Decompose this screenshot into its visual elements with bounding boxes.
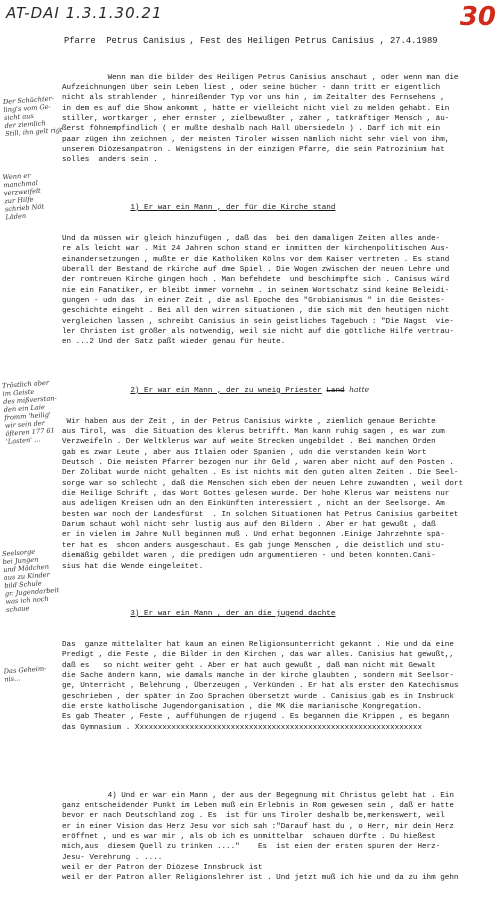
section-3-body	[62, 640, 498, 733]
text-line: sorge war so schlecht , daß die Menschen sich eben der neuen Lehre zuwandten , weil dort	[62, 479, 464, 488]
section-3-heading: 3) Er war ein Mann , der an die jugend dachte	[130, 609, 336, 618]
text-line: solles anders sein .	[62, 156, 158, 165]
text-line: besten war noch der Landesfürst . In solchen Situationen hat Petrus Canisius garbeitet	[62, 510, 459, 519]
text-line: Der Zölibat wurde nicht gehalten . Es ist nichts mit den guten alten Zeiten . Die Seel-	[62, 469, 459, 478]
text-line: er in vielen im Jahre Null beginnen muß . Und erhat begonnen .Einige Jahrzehnte spä-	[62, 531, 445, 540]
text-line: paar zügen ihn zeichnen , der meisten Tiroler wissen nämlich nicht sehr viel von ihm,	[62, 135, 450, 144]
page-number: 30	[459, 2, 496, 32]
text-line: en ...2 Und der Satz paßt wieder genau für heute.	[62, 338, 286, 347]
text-line: mich,aus diesem Quell zu trinken ...." Es ist eien der ersten spuren der Herz-	[62, 843, 441, 852]
text-line: gab es zwar Leute , aber aus Itlaien oder Spanien , udn die verstanden kein Wort	[62, 448, 427, 457]
text-line: er in einer Vision das Herz Jesu vor sich sah :"Darauf hast du , o Herr, mir dein Herz	[62, 822, 454, 831]
struck-word: Land	[326, 386, 345, 395]
parish-name: Pfarre Petrus Canisius	[64, 36, 186, 46]
text-line: Darum schaut wohl nicht sehr lustig aus auf den Bildern . Aber er hat gewußt , daß	[62, 521, 436, 530]
text-line: in dem es auf die Show ankommt , hätte er vielleicht nicht viel zu melden gehabt. Ein	[62, 104, 450, 113]
text-line: die Sache ändern kann, wie damals manche in der kirche glaubten , sondern mit Seelsor-	[62, 671, 454, 680]
intro-paragraph	[62, 73, 498, 166]
section-1-body	[62, 234, 498, 348]
section-1-heading: 1) Er war ein Mann , der für die Kirche stand	[130, 203, 336, 212]
text-line: unserem Diözesanpatron . Wenigstens in der einzigen Pfarre, die sein Patrozinium hat	[62, 146, 445, 155]
margin-note-2: Wenn er manchmal verzweifelt zur Hilfe schrieb Nöt Läden	[2, 171, 45, 222]
section-2-body	[62, 417, 498, 572]
text-line: nicht als strahlender , hinreißender Typ vor uns hin , im Zeitalter des Fernsehens ,	[62, 94, 445, 103]
text-line: Das ganze mittelalter hat kaum an einen Religionsunterricht gekannt . Hie und da eine	[62, 640, 454, 649]
text-line: die Heilige Schrift , das Wort Gottes gelesen wurde. Der hohe Klerus war meistens nur	[62, 490, 450, 499]
text-line: Predigt , die Feste , die Bilder in den Kirchen , das war alles. Canisius hat gewußt,,	[62, 651, 454, 660]
text-line: Und da müssen wir gleich hinzufügen , daß das bei den damaligen Zeiten alles ande-	[62, 234, 441, 243]
text-line: eröffnet , und es war mir , als ob ich es unmittelbar schauen dürfte . Du hießest	[62, 833, 436, 842]
text-line: aus Tirol, was die Situation des klerus betrifft. Man kann ruhig sagen , es war zum	[62, 428, 445, 437]
text-line: nie ein Fanatiker, er bleibt immer vornehm . in seinem Wortschatz sind keine Beleidi-	[62, 286, 450, 295]
archive-stamp: AT-DAI 1.3.1.30.21	[6, 4, 163, 22]
text-line: gungen - udn das in einer Zeit , die asl Epoche des "Grobianismus " in die Geistes-	[62, 296, 445, 305]
text-line: das Gymnasium . Xxxxxxxxxxxxxxxxxxxxxxxxxxxxxxxxxxxxxxxxxxxxxxxxxxxxxxxxxxxxxxx	[62, 723, 423, 732]
text-line: re als leicht war . Mit 24 Jahren schon stand er inmitten der kirchenpolitischen Aus-	[62, 245, 450, 254]
feast-date: , Fest des Heiligen Petrus Canisius , 27.4.1989	[189, 36, 438, 46]
text-line: 4) Und er war ein Mann , der aus der Begegnung mit Christus gelebt hat . Ein	[62, 791, 454, 800]
text-line: bevor er nach Deutschland zog . Es ist für uns Tiroler deshalb be,merkenswert, weil	[62, 812, 445, 821]
text-line: aus adeligen Kreisen udn an den Einkünften interessiert , nicht an der Seelsorge. Am	[62, 500, 445, 509]
text-line: Verzweifeln . Der Weltklerus war auf weite Strecken ungebildet . Bei manchen Orden	[62, 438, 436, 447]
text-line: Wir haben aus der Zeit , in der Petrus Canisius wirkte , ziemlich genaue Berichte	[62, 417, 436, 426]
margin-note-1: Der Schüchter- ling's vom Ge- sicht aus der ziemlich Still, ihn gelt rigt	[2, 94, 63, 138]
text-line: überall der Bestand de rkirche auf dme Spiel . Die Wogen zwischen der neuen Lehre und	[62, 265, 450, 274]
text-line: stiller, wortkarger , eher ernster , zielbewußter , zäher , tatkräftiger Mensch , äu-	[62, 115, 450, 124]
text-line: diemäßig gebildet waren , die predigen udn argumentieren - und beten konnten.Cani-	[62, 552, 436, 561]
text-line: daß es so nicht weiter geht . Aber er hat auch gewußt , daß man nicht mit Gewalt	[62, 661, 436, 670]
text-line: weil er der Patron aller Religionslehrer ist . Und jetzt muß ich hie und da zu ihm gehn	[62, 874, 459, 883]
margin-note-3: Tröstlich aber im Geiste des mißverstan- den ein Laie fromm 'heilig' wir sein der öfteren 177 61 'Lasten' ...	[1, 378, 57, 446]
margin-note-4: Seelsorge bei Jungen und Mädchen aus zu Kinder bild Schule gr. Jugendarbeit was ich noch schaue	[1, 547, 60, 614]
margin-note-5: Das Geheim- nis...	[3, 664, 47, 684]
document-header	[64, 36, 438, 46]
text-line: ge, Unterricht , Belehrung , Überzeugen , Verkünden . Er hat als erster den Katechismus	[62, 682, 459, 691]
text-line: Jesu- Verehrung . ....	[62, 853, 163, 862]
text-line: vergleichen lassen , schreibt Canisius in sein geistliches Tagebuch : "Die Nagst vie-	[62, 317, 454, 326]
text-line: geschichte eingeht . Bei all den wirren situationen , die sich mit den heutigen nicht	[62, 307, 450, 316]
text-line: die erste katholische Jugendorganisation , die MK die marianische Kongregation.	[62, 702, 423, 711]
text-line: Aufzeichnungen über sein Leben liest , oder seine bücher - dann tritt er eigentlich	[62, 84, 441, 93]
text-line: geschrieben , der später in Zoo Sprachen übersetzt wurde . Canisius gab es in Insbruck	[62, 692, 454, 701]
text-line: einandersetzungen , mußte er die Katholiken Kölns vor dem Kaiser vertreten . Es stand	[62, 255, 450, 264]
text-line: Wenn man die bilder des Heiligen Petrus Canisius anschaut , oder wenn man die	[62, 73, 459, 82]
section-4-body	[62, 791, 498, 884]
document-body	[62, 52, 498, 905]
text-line: Deutsch . Die meisten Pfarrer bezogen nur ihr Geld , waren aber nicht auf den Posten .	[62, 459, 454, 468]
text-line: ter hat es shcon anders ausgeschaut. Es gab junge Menschen , die deistlich und stu-	[62, 541, 445, 550]
text-line: der romtreuen Kirche gingen hoch . Man befehdete und beschimpfte sich . Canisus wird	[62, 276, 450, 285]
text-line: Es gab Theater , Feste , auffühungen de rjugend . Es begannen die Krippen , es begann	[62, 713, 450, 722]
text-line: sius hat die Wende eingeleitet.	[62, 562, 204, 571]
text-line: ler Christen ist größer als notwendig, weil sie nicht auf die göttliche Hilfe vertrau-	[62, 327, 454, 336]
section-2-heading: 2) Er war ein Mann , der zu wneig Priester Land hatte	[130, 384, 370, 395]
text-line: weil er der Patron der Diözese Innsbruck ist	[62, 864, 263, 873]
text-line: ßerst föhnempfindlich ( er mußte deshalb nach Hall übersiedeln ) . Darf ich mit ein	[62, 125, 441, 134]
text-line: ganz entscheidender Punkt im Leben muß ein Erlebnis in Rom gewesen sein , daß er hatte	[62, 802, 454, 811]
inserted-word: hatte	[349, 384, 370, 394]
